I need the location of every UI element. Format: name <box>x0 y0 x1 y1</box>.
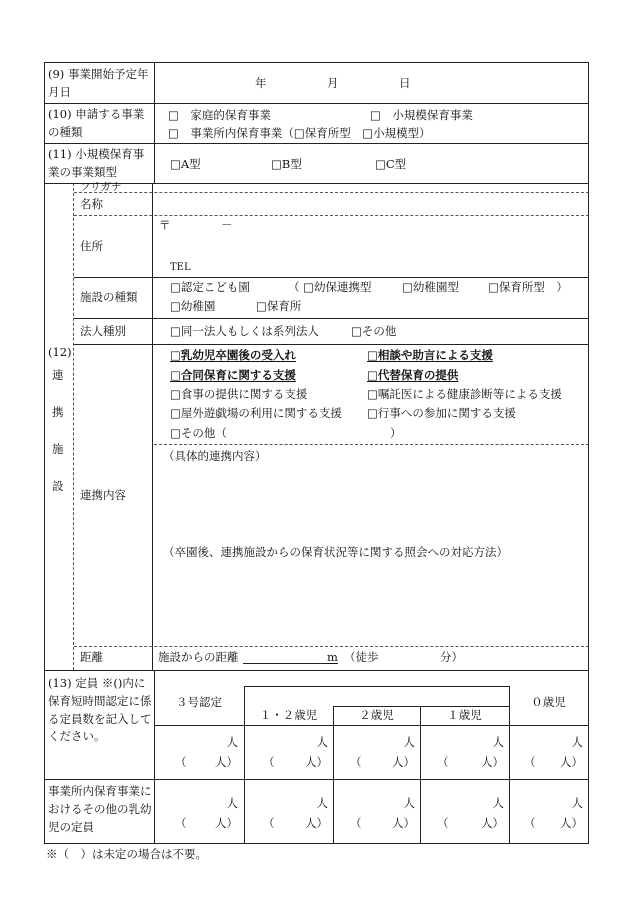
r14-c1-close: 人） <box>215 816 238 830</box>
r13-c4-unit[interactable]: 人 <box>492 735 504 749</box>
r13-c5-open: （ <box>524 755 536 769</box>
label-divider <box>154 62 155 183</box>
r14-c5-unit[interactable]: 人 <box>571 796 583 810</box>
coop-detail-label: （具体的連携内容） <box>163 449 267 463</box>
r14-c3-close: 人） <box>392 816 415 830</box>
border-left <box>44 62 45 844</box>
sub-col-divider <box>73 183 74 670</box>
row14-label: 事業所内保育事業におけるその他の乳幼児の定員 <box>48 784 152 834</box>
coop-sonota[interactable]: □その他（ <box>170 426 227 440</box>
distance-walk: （徒歩 <box>344 650 379 664</box>
r14-c5-open: （ <box>524 816 536 830</box>
r13-c4-close: 人） <box>481 755 504 769</box>
row10-label: (10) 申請する事業の種類 <box>48 107 145 139</box>
month-label: 月 <box>327 76 339 90</box>
r14-c1-open: （ <box>175 816 187 830</box>
name-label: 名称 <box>80 197 103 211</box>
ft-nintei[interactable]: □認定こども園 <box>170 280 250 294</box>
distance-label: 距離 <box>80 650 103 664</box>
type-a[interactable]: □A型 <box>170 157 201 171</box>
ft-hoikusho-gata[interactable]: □保育所型 ） <box>488 280 568 294</box>
r14-c4-close: 人） <box>481 816 504 830</box>
coop-label: 連携内容 <box>80 488 126 502</box>
option-shokibo[interactable]: □ 小規模保育事業 <box>370 108 473 122</box>
border-right <box>588 62 589 844</box>
head-1: １歳児 <box>447 708 482 722</box>
coop-sodan[interactable]: □相談や助言による支援 <box>367 348 493 362</box>
furigana-label: フリガナ <box>80 181 122 193</box>
hline-corp <box>74 344 589 345</box>
label-divider-12 <box>152 183 153 670</box>
head-12: １・２歳児 <box>259 708 318 722</box>
ft-hoikusho[interactable]: □保育所 <box>256 299 302 313</box>
distance-prefix: 施設からの距離 <box>158 650 239 664</box>
coop-okugai[interactable]: □屋外遊戯場の利用に関する支援 <box>170 406 342 420</box>
head-0: ０歳児 <box>531 695 566 709</box>
hline-13-head <box>154 725 589 726</box>
coop-godo[interactable]: □合同保育に関する支援 <box>170 368 296 382</box>
type-c[interactable]: □C型 <box>375 157 407 171</box>
address-label: 住所 <box>80 239 103 253</box>
ft-yochien[interactable]: □幼稚園 <box>170 299 216 313</box>
row12-vertical-2: 携 <box>52 405 64 419</box>
hline-coop <box>74 646 589 647</box>
hline-11 <box>44 183 589 184</box>
coop-after-label: （卒園後、連携施設からの保育状況等に関する照会への対応方法） <box>163 545 508 559</box>
coop-shokutakui[interactable]: □嘱託医による健康診断等による支援 <box>367 387 562 401</box>
postal-mark: 〒 <box>159 218 171 232</box>
facility-type-label: 施設の種類 <box>80 290 138 304</box>
r13-c1-open: （ <box>175 755 187 769</box>
r13-c3-unit[interactable]: 人 <box>403 735 415 749</box>
row13-label: (13) 定員 ※()内に保育短時間認定に係る定員数を記入してください。 <box>48 676 152 744</box>
hline-name <box>74 215 589 216</box>
ft-yoho[interactable]: （ □幼保連携型 <box>288 280 372 294</box>
r14-c1-unit[interactable]: 人 <box>226 796 238 810</box>
option-jigyosho[interactable]: □ 事業所内保育事業（□保育所型 □小規模型） <box>168 126 431 140</box>
postal-dash: － <box>221 218 233 232</box>
distance-unit: m <box>327 650 338 664</box>
r14-c4-unit[interactable]: 人 <box>492 796 504 810</box>
hline-furigana <box>74 192 589 193</box>
r13-c1-close: 人） <box>215 755 238 769</box>
r14-c3-open: （ <box>350 816 362 830</box>
r14-c2-close: 人） <box>305 816 328 830</box>
r13-c2-close: 人） <box>305 755 328 769</box>
hline-13 <box>44 779 589 780</box>
r13-c2-unit[interactable]: 人 <box>316 735 328 749</box>
row12-vertical-3: 施 <box>52 442 64 456</box>
hline-distance <box>44 670 589 671</box>
hline-top <box>44 62 589 63</box>
row11-label: (11) 小規模保育事業の事業類型 <box>48 147 145 179</box>
footnote: ※（ ）は未定の場合は不要。 <box>46 847 207 861</box>
row9-label: (9) 事業開始予定年月日 <box>48 67 149 99</box>
coop-sonota-close: ） <box>390 426 402 440</box>
hline-facility <box>74 318 589 319</box>
r13-c3-close: 人） <box>392 755 415 769</box>
head-2: ２歳児 <box>359 708 394 722</box>
hline-13-sub <box>244 686 510 687</box>
coop-shokuji[interactable]: □食事の提供に関する支援 <box>170 387 308 401</box>
coop-gyoji[interactable]: □行事への参加に関する支援 <box>367 406 516 420</box>
r13-c2-open: （ <box>263 755 275 769</box>
coop-daitai[interactable]: □代替保育の提供 <box>367 368 459 382</box>
year-label: 年 <box>255 76 267 90</box>
r14-c2-open: （ <box>263 816 275 830</box>
distance-input[interactable] <box>243 663 333 664</box>
tel-label: TEL <box>170 262 191 273</box>
r14-c5-close: 人） <box>560 816 583 830</box>
hline-age-split <box>333 706 510 707</box>
corp-label: 法人種別 <box>80 324 126 338</box>
ft-yochien-gata[interactable]: □幼稚園型 <box>402 280 459 294</box>
r14-c4-open: （ <box>437 816 449 830</box>
row12-vertical-1: 連 <box>52 368 64 382</box>
hline-10 <box>44 143 589 144</box>
head-3go: ３号認定 <box>176 695 222 709</box>
r13-c1-unit[interactable]: 人 <box>226 735 238 749</box>
r14-c2-unit[interactable]: 人 <box>316 796 328 810</box>
corp-same[interactable]: □同一法人もしくは系列法人 <box>170 324 319 338</box>
row12-label: (12) <box>48 345 72 359</box>
r13-c4-open: （ <box>437 755 449 769</box>
type-b[interactable]: □B型 <box>271 157 302 171</box>
option-katei[interactable]: □ 家庭的保育事業 <box>168 108 271 122</box>
row12-vertical-4: 設 <box>52 479 64 493</box>
distance-min: 分） <box>440 650 463 664</box>
hline-address <box>74 277 589 278</box>
hline-coop-mid <box>154 444 589 445</box>
day-label: 日 <box>399 76 411 90</box>
hline-bottom <box>44 843 589 844</box>
r13-c5-unit[interactable]: 人 <box>571 735 583 749</box>
corp-other[interactable]: □その他 <box>351 324 397 338</box>
coop-ukeire[interactable]: □乳幼児卒園後の受入れ <box>170 348 296 362</box>
hline-9 <box>44 103 589 104</box>
r14-c3-unit[interactable]: 人 <box>403 796 415 810</box>
r13-c5-close: 人） <box>560 755 583 769</box>
r13-c3-open: （ <box>350 755 362 769</box>
